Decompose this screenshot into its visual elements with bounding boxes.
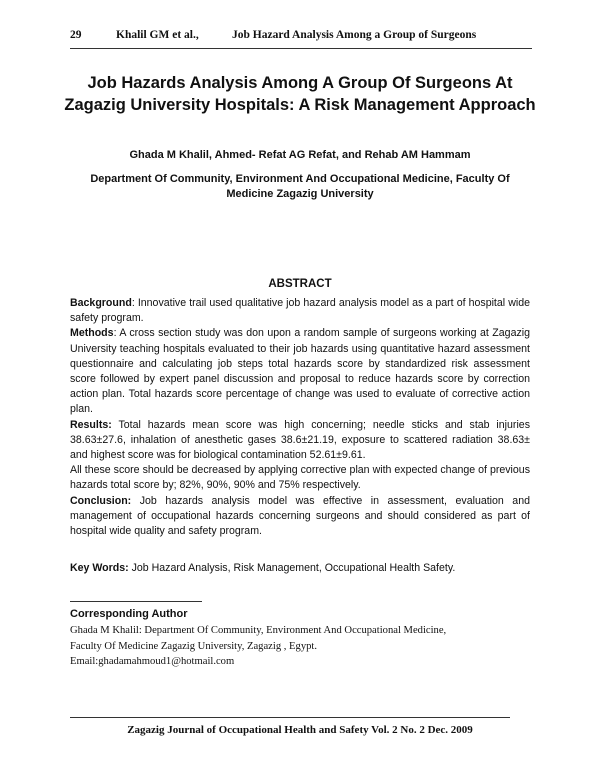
affiliation bbox=[62, 172, 538, 202]
paper-title bbox=[60, 72, 540, 116]
background-text: : Innovative trail used qualitative job hazard analysis model as a part of hospital wide safety program. bbox=[70, 297, 530, 325]
results-text: Total hazards mean score was high concerning; needle sticks and stab injuries 38.63±27.6, inhalation of anesthetic gases 38.6±21.19, exposure to scattered radiation 38.63± and highest score was for biological contamination 52.61±9.61. bbox=[70, 418, 530, 462]
abstract-conclusion bbox=[70, 494, 530, 540]
footer-divider bbox=[70, 717, 510, 718]
keywords bbox=[70, 562, 530, 574]
background-label: Background bbox=[70, 297, 132, 309]
running-head-title: Job Hazard Analysis Among a Group of Surgeons bbox=[232, 29, 477, 41]
corresponding-author-details bbox=[70, 623, 530, 670]
page-number: 29 bbox=[70, 29, 82, 41]
journal-footer: Zagazig Journal of Occupational Health and Safety Vol. 2 No. 2 Dec. 2009 bbox=[127, 724, 473, 736]
affiliation-line-2: Medicine Zagazig University bbox=[226, 188, 374, 200]
corresponding-line-1: Ghada M Khalil: Department Of Community, Environment And Occupational Medicine, bbox=[70, 625, 447, 636]
affiliation-line-1: Department Of Community, Environment And Occupational Medicine, Faculty Of bbox=[90, 173, 510, 185]
corresponding-line-2: Faculty Of Medicine Zagazig University, Zagazig , Egypt. bbox=[70, 640, 318, 652]
corresponding-email: Email:ghadamahmoud1@hotmail.com bbox=[70, 656, 235, 667]
author-list: Ghada M Khalil, Ahmed- Refat AG Refat, and Rehab AM Hammam bbox=[129, 149, 471, 161]
abstract-methods bbox=[70, 326, 530, 417]
methods-label: Methods bbox=[70, 327, 114, 340]
title-line-1: Job Hazards Analysis Among A Group Of Surgeons At bbox=[87, 74, 513, 92]
keywords-text: Job Hazard Analysis, Risk Management, Occupational Health Safety. bbox=[128, 562, 456, 574]
running-head-authors: Khalil GM et al., bbox=[116, 29, 199, 41]
title-line-2: Zagazig University Hospitals: A Risk Management Approach bbox=[64, 96, 536, 114]
conclusion-text: Job hazards analysis model was effective in assessment, evaluation and management of occupational hazards concerning surgeons and should considered as part of hospital wide quality and safety program. bbox=[70, 494, 530, 538]
abstract-background bbox=[70, 296, 530, 326]
abstract-results-continued: All these score should be decreased by applying corrective plan with expected change of previous hazards total score by; 82%, 90%, 90% and 75% respectively. bbox=[70, 464, 530, 492]
abstract-body bbox=[70, 296, 530, 539]
header-divider bbox=[70, 48, 532, 49]
methods-text: : A cross section study was don upon a random sample of surgeons working at Zagazig University teaching hospitals evaluated to their job hazards using quantitative hazard assessment questionnaire and calculating job steps total hazards score by standardized risk assessment score followed by expert panel discussion and proposal to reduce hazards score by correction action plan. Total hazards score percentage of change was used to evaluate of corrective action plan. bbox=[70, 327, 530, 416]
corresponding-author-heading: Corresponding Author bbox=[70, 608, 188, 620]
results-label: Results: bbox=[70, 418, 112, 431]
footnote-divider bbox=[70, 601, 202, 602]
abstract-heading: ABSTRACT bbox=[268, 278, 332, 290]
conclusion-label: Conclusion: bbox=[70, 494, 132, 507]
abstract-results bbox=[70, 418, 530, 464]
keywords-label: Key Words: bbox=[70, 562, 129, 574]
